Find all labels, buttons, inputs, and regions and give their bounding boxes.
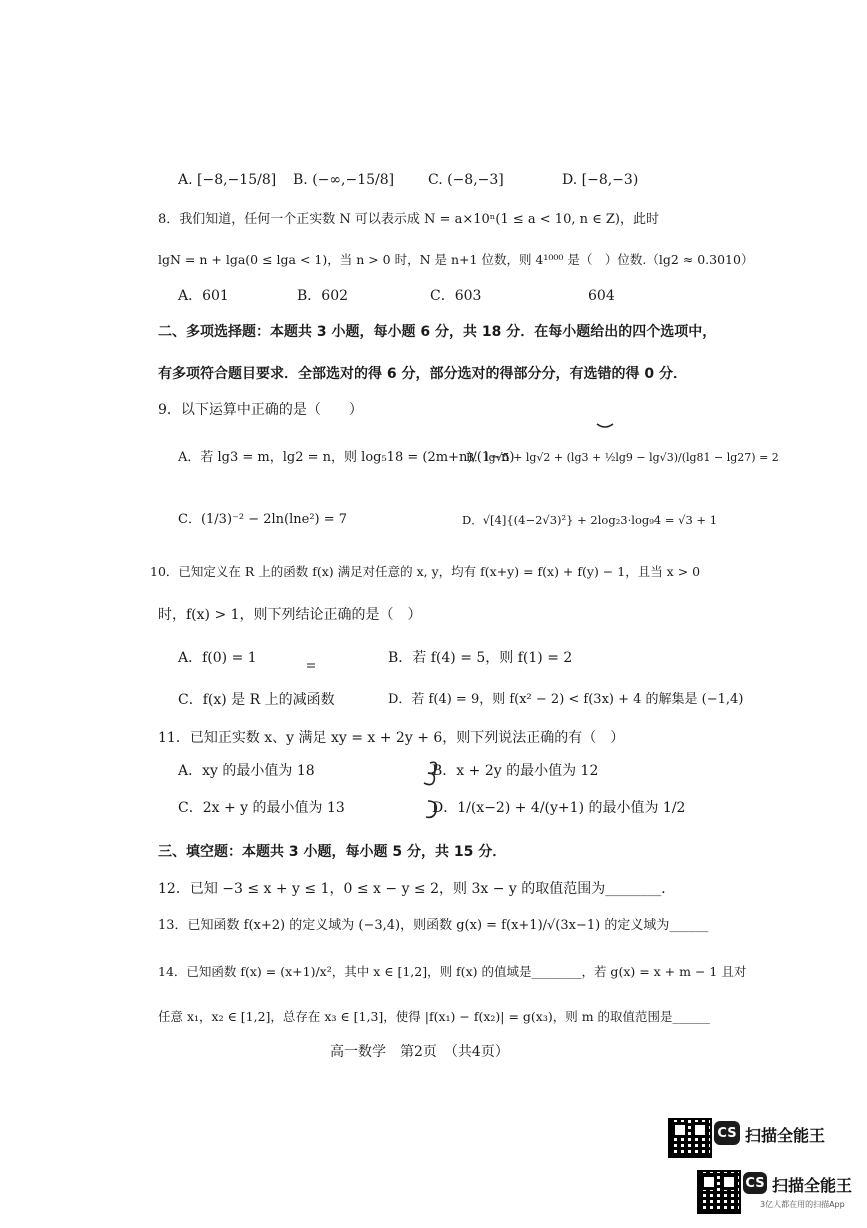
q11-option-b: B．x + 2y 的最小值为 12 xyxy=(432,763,599,779)
camscanner-logo-icon: CS xyxy=(743,1172,767,1194)
q8-option-d: 604 xyxy=(588,288,615,304)
q9-stem: 9．以下运算中正确的是（ ） xyxy=(158,402,363,418)
q10-line2: 时，f(x) > 1，则下列结论正确的是（ ） xyxy=(158,607,422,623)
section3-heading: 三、填空题：本题共 3 小题，每小题 5 分，共 15 分． xyxy=(158,844,507,860)
q8-option-a: A．601 xyxy=(178,288,229,304)
q11-option-d: D．1/(x−2) + 4/(y+1) 的最小值为 1/2 xyxy=(432,800,686,816)
q11-option-c: C．2x + y 的最小值为 13 xyxy=(178,800,345,816)
q14-line2: 任意 x₁，x₂ ∈ [1,2]，总存在 x₃ ∈ [1,3]，使得 |f(x₁) − f(x₂)| = g(x₃)，则 m 的取值范围是______ xyxy=(158,1009,711,1024)
q9-option-b: B．lg√5 + lg√2 + (lg3 + ½lg9 − lg√3)/(lg81 − lg27) = 2 xyxy=(466,451,779,464)
q10-line1: 10．已知定义在 R 上的函数 f(x) 满足对任意的 x, y，均有 f(x+y) = f(x) + f(y) − 1，且当 x > 0 xyxy=(150,564,701,579)
camscanner-tagline: 3亿人都在用的扫描App xyxy=(760,1200,845,1209)
q7-option-a: A. [−8,−15/8] xyxy=(178,172,277,188)
q10-option-a: A．f(0) = 1 xyxy=(178,650,257,666)
q13: 13．已知函数 f(x+2) 的定义域为 (−3,4)，则函数 g(x) = f(x+1)/√(3x−1) 的定义域为______ xyxy=(158,918,709,933)
qr-code-icon xyxy=(668,1118,712,1158)
q7-option-b: B. (−∞,−15/8] xyxy=(293,172,395,188)
camscanner-brand: 扫描全能王 xyxy=(745,1126,826,1145)
q8-line1: 8．我们知道，任何一个正实数 N 可以表示成 N = a×10ⁿ(1 ≤ a < 10, n ∈ Z)，此时 xyxy=(158,212,659,227)
qr-code-icon xyxy=(697,1170,741,1214)
q9-option-d: D．√[4]{(4−2√3)²} + 2log₂3·log₉4 = √3 + 1 xyxy=(462,513,718,527)
q11-option-a: A．xy 的最小值为 18 xyxy=(178,763,315,779)
page-footer: 高一数学 第2页 （共4页） xyxy=(330,1044,509,1060)
camscanner-brand: 扫描全能王 xyxy=(772,1176,853,1195)
section2-heading-line1: 二、多项选择题：本题共 3 小题，每小题 6 分，共 18 分．在每小题给出的四个选项中， xyxy=(158,324,717,340)
pen-mark-arc xyxy=(597,424,613,427)
q8-option-b: B．602 xyxy=(297,288,349,304)
pen-mark-dash xyxy=(307,664,315,667)
q12: 12．已知 −3 ≤ x + y ≤ 1，0 ≤ x − y ≤ 2，则 3x − y 的取值范围为________． xyxy=(158,881,676,897)
q7-option-c: C. (−8,−3] xyxy=(428,172,504,188)
camscanner-logo-icon: CS xyxy=(714,1121,740,1145)
q14-line1: 14．已知函数 f(x) = (x+1)/x²，其中 x ∈ [1,2]，则 f(x) 的值域是________，若 g(x) = x + m − 1 且对 xyxy=(158,964,747,979)
q7-option-d: D. [−8,−3) xyxy=(562,172,639,188)
q8-option-c: C．603 xyxy=(430,288,482,304)
q9-option-a: A．若 lg3 = m，lg2 = n，则 log₅18 = (2m+n)/(1−n) xyxy=(178,450,515,465)
q10-option-b: B．若 f(4) = 5，则 f(1) = 2 xyxy=(388,650,573,666)
q11-stem: 11．已知正实数 x、y 满足 xy = x + 2y + 6，则下列说法正确的有（ ） xyxy=(158,730,625,746)
section2-heading-line2: 有多项符合题目要求．全部选对的得 6 分，部分选对的得部分分，有选错的得 0 分． xyxy=(158,366,687,382)
q10-option-d: D．若 f(4) = 9，则 f(x² − 2) < f(3x) + 4 的解集是 (−1,4) xyxy=(388,692,744,707)
q9-option-c: C．(1/3)⁻² − 2ln(lne²) = 7 xyxy=(178,512,348,527)
q8-line2: lgN = n + lga(0 ≤ lga < 1)，当 n > 0 时，N 是 n+1 位数，则 4¹⁰⁰⁰ 是（ ）位数.（lg2 ≈ 0.3010） xyxy=(158,252,754,267)
q10-option-c: C．f(x) 是 R 上的减函数 xyxy=(178,692,335,708)
